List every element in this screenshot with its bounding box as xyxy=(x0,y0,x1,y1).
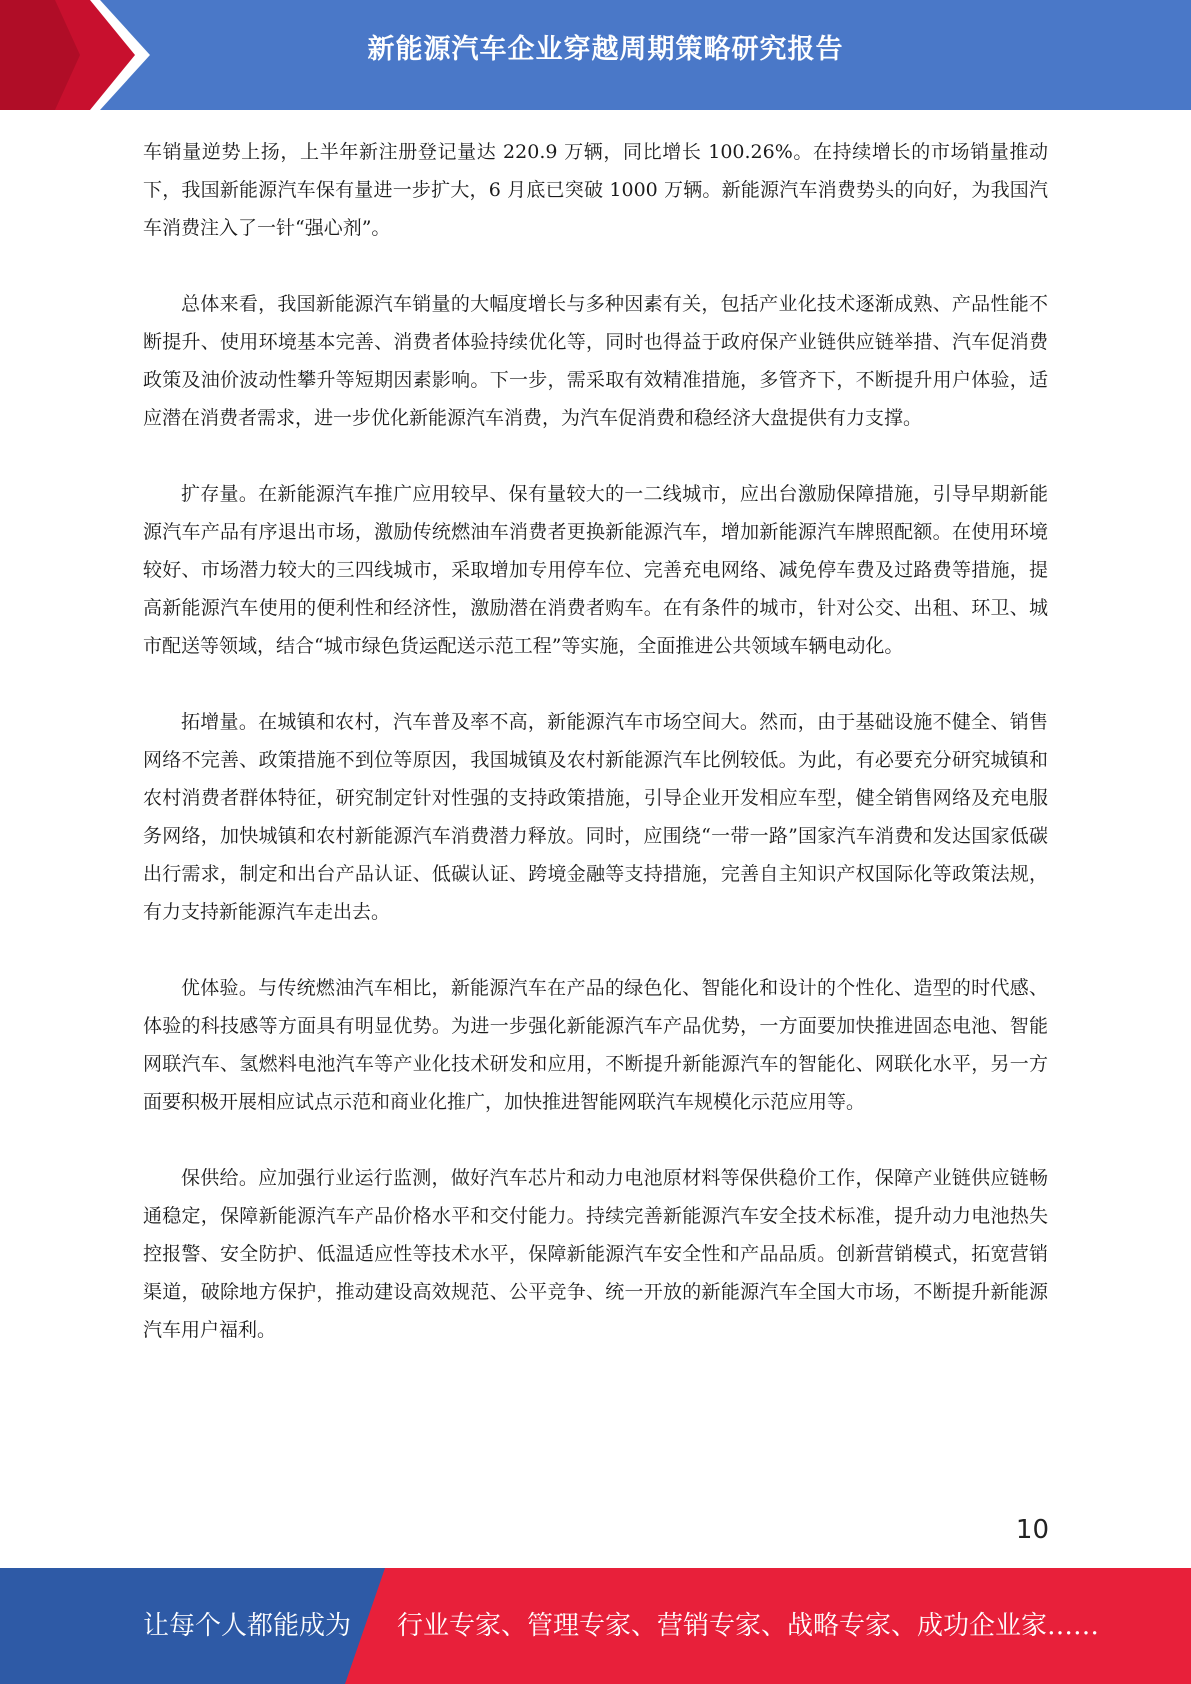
page-number: 10 xyxy=(1015,1515,1049,1545)
paragraph-4: 拓增量。在城镇和农村，汽车普及率不高，新能源汽车市场空间大。然而，由于基础设施不健全、销售网络不完善、政策措施不到位等原因，我国城镇及农村新能源汽车比例较低。为此，有必要充分研究城镇和农村消费者群体特征，研究制定针对性强的支持政策措施，引导企业开发相应车型，健全销售网络及充电服务网络，加快城镇和农村新能源汽车消费潜力释放。同时，应围绕“一带一路”国家汽车消费和发达国家低碳出行需求，制定和出台产品认证、低碳认证、跨境金融等支持措施，完善自主知识产权国际化等政策法规，有力支持新能源汽车走出去。 xyxy=(143,711,1048,923)
footer-slogan-right: 行业专家、管理专家、营销专家、战略专家、成功企业家…… xyxy=(397,1611,1100,1641)
paragraph-6: 保供给。应加强行业运行监测，做好汽车芯片和动力电池原材料等保供稳价工作，保障产业链供应链畅通稳定，保障新能源汽车产品价格水平和交付能力。持续完善新能源汽车安全技术标准，提升动力电池热失控报警、安全防护、低温适应性等技术水平，保障新能源汽车安全性和产品品质。创新营销模式，拓宽营销渠道，破除地方保护，推动建设高效规范、公平竞争、统一开放的新能源汽车全国大市场，不断提升新能源汽车用户福利。 xyxy=(143,1167,1048,1341)
paragraph-2: 总体来看，我国新能源汽车销量的大幅度增长与多种因素有关，包括产业化技术逐渐成熟、产品性能不断提升、使用环境基本完善、消费者体验持续优化等，同时也得益于政府保产业链供应链举措、汽车促消费政策及油价波动性攀升等短期因素影响。下一步，需采取有效精准措施，多管齐下，不断提升用户体验，适应潜在消费者需求，进一步优化新能源汽车消费，为汽车促消费和稳经济大盘提供有力支撑。 xyxy=(143,293,1048,429)
paragraph-3: 扩存量。在新能源汽车推广应用较早、保有量较大的一二线城市，应出台激励保障措施，引导早期新能源汽车产品有序退出市场，激励传统燃油车消费者更换新能源汽车，增加新能源汽车牌照配额。在使用环境较好、市场潜力较大的三四线城市，采取增加专用停车位、完善充电网络、减免停车费及过路费等措施，提高新能源汽车使用的便利性和经济性，激励潜在消费者购车。在有条件的城市，针对公交、出租、环卫、城市配送等领域，结合“城市绿色货运配送示范工程”等实施，全面推进公共领域车辆电动化。 xyxy=(143,483,1048,657)
paragraph-5: 优体验。与传统燃油汽车相比，新能源汽车在产品的绿色化、智能化和设计的个性化、造型的时代感、体验的科技感等方面具有明显优势。为进一步强化新能源汽车产品优势，一方面要加快推进固态电池、智能网联汽车、氢燃料电池汽车等产业化技术研发和应用，不断提升新能源汽车的智能化、网联化水平，另一方面要积极开展相应试点示范和商业化推广，加快推进智能网联汽车规模化示范应用等。 xyxy=(143,977,1048,1113)
footer-slogan-left: 让每个人都能成为 xyxy=(143,1611,352,1641)
document-title: 新能源汽车企业穿越周期策略研究报告 xyxy=(367,34,844,65)
document-body xyxy=(143,133,1048,1387)
page-footer xyxy=(0,1568,1191,1684)
page-header xyxy=(0,0,1191,110)
paragraph-1: 车销量逆势上扬，上半年新注册登记量达 220.9 万辆，同比增长 100.26%。在持续增长的市场销量推动下，我国新能源汽车保有量进一步扩大，6 月底已突破 1000 万辆。新能源汽车消费势头的向好，为我国汽车消费注入了一针“强心剂”。 xyxy=(143,141,1048,239)
